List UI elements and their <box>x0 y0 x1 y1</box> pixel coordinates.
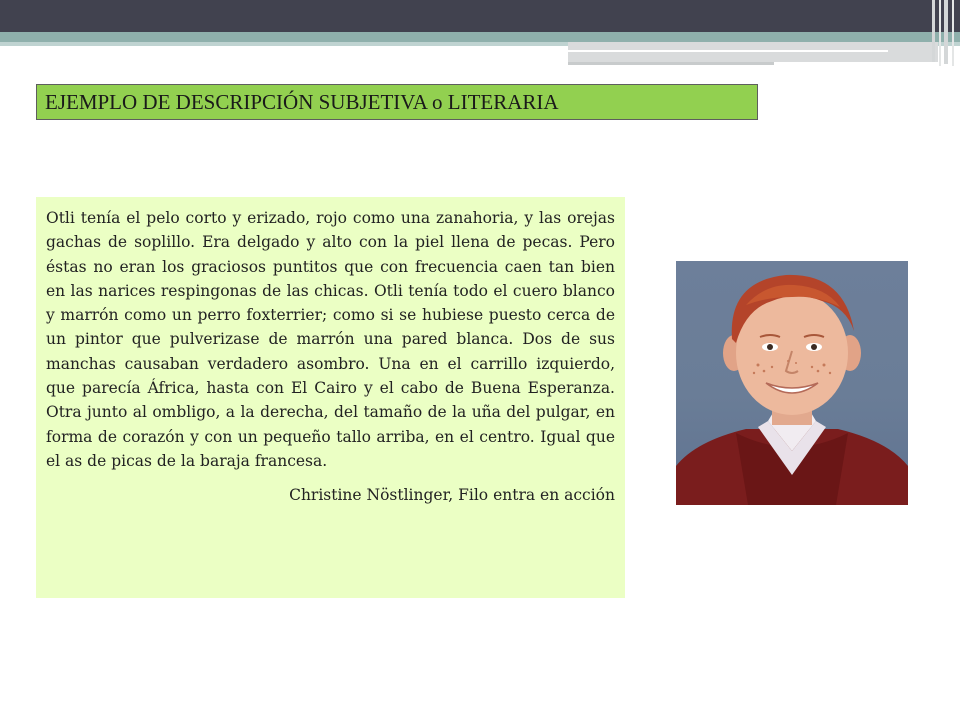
slide-title: EJEMPLO DE DESCRIPCIÓN SUBJETIVA o LITERARIA <box>45 89 559 114</box>
header-decorative-line <box>568 62 774 65</box>
decorative-bar <box>932 0 935 62</box>
header-accent-band <box>0 32 960 42</box>
slide-header-bar <box>0 0 960 32</box>
slide-title-box <box>36 84 758 120</box>
portrait-illustration <box>676 261 908 505</box>
decorative-bar <box>952 0 954 66</box>
description-text-box <box>36 197 625 598</box>
decorative-bar <box>944 0 948 64</box>
description-paragraph: Otli tenía el pelo corto y erizado, rojo como una zanahoria, y las orejas gachas de soplillo. Era delgado y alto con la piel llena de pecas. Pero éstas no eran los graciosos puntitos que con frecuencia caen tan bien en las narices respingonas de las chicas. Otli tenía todo el cuero blanco y marrón como un perro foxterrier; como si se hubiese puesto cerca de un pintor que pulverizase de marrón una pared blanca. Dos de sus manchas causaban verdadero asombro. Una en el carrillo izquierdo, que parecía África, hasta con El Cairo y el cabo de Buena Esperanza. Otra junto al ombligo, a la derecha, del tamaño de la uña del pulgar, en forma de corazón y con un pequeño tallo arriba, en el centro. Igual que el as de picas de la baraja francesa. <box>46 209 615 470</box>
header-decorative-block <box>568 42 938 62</box>
quote-attribution: Christine Nöstlinger, Filo entra en acción <box>289 486 615 505</box>
header-decorative-line <box>568 50 888 52</box>
header-decorative-vertical-bars <box>930 0 960 68</box>
portrait-photo <box>676 261 908 505</box>
decorative-bar <box>939 0 941 66</box>
